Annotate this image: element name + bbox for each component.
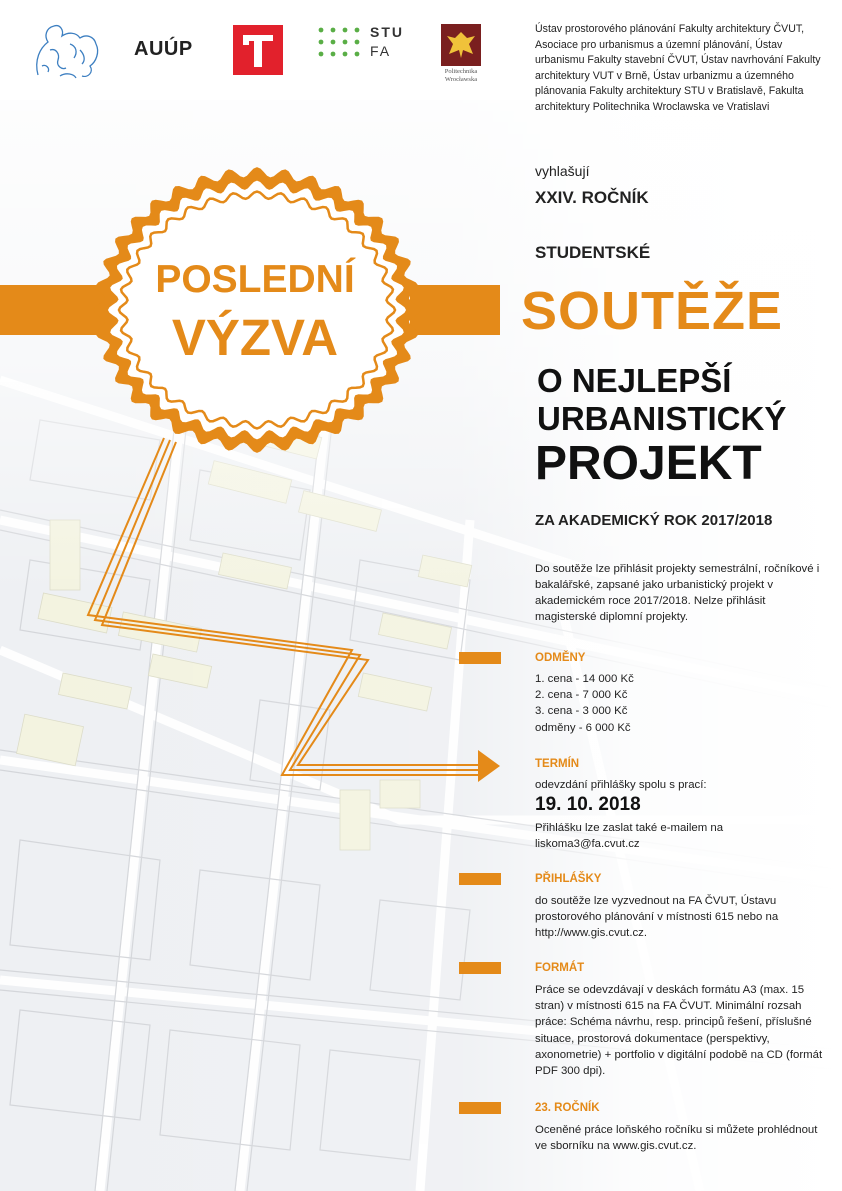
organizers-text: Ústav prostorového plánování Fakulty architektury ČVUT, Asociace pro urbanismus a územní plánování, Ústav urbanismu Fakulty stavební ČVUT, Ústav navrhování Fakulty architektury VUT v Brně, Ústav urbanizmu a územného plánovania Fakulty architektury STU v Bratislavě, Fakulta architektury Politechnika Wroclawska ve Vratislavi (535, 23, 821, 113)
prize-item: 1. cena - 14 000 Kč (535, 673, 634, 685)
prize-item: 2. cena - 7 000 Kč (535, 689, 628, 702)
rocnik-heading: 23. ROČNÍK (535, 1102, 600, 1114)
title-line-3: PROJEKT (535, 437, 762, 490)
prihlasky-heading: PŘIHLÁŠKY (535, 873, 602, 885)
deadline-date: 19. 10. 2018 (535, 794, 641, 815)
title-line-1: O NEJLEPŠÍ (537, 362, 732, 399)
intro-text: Do soutěže lze přihlásit projekty semestrální, ročníkové i bakalářské, zapsané jako urbanistický projekt v akademickém roce 2017/2018. Nelze přihlásit magisterské diplomní projekty. (535, 563, 820, 623)
section-bar-odmeny (459, 652, 501, 664)
stamp-line-2: VÝZVA (171, 309, 339, 366)
title-line-2: URBANISTICKÝ (537, 400, 787, 437)
termin-line-1: odevzdání přihlášky spolu s prací: (535, 779, 707, 791)
prihlasky-text: do soutěže lze vyzvednout na FA ČVUT, Ústavu prostorového plánování v místnosti 615 nebo na http://www.gis.cvut.cz. (535, 895, 779, 940)
prize-item: odměny - 6 000 Kč (535, 721, 631, 734)
termin-line-2: Přihlášku lze zaslat také e-mailem na liskoma3@fa.cvut.cz (535, 822, 724, 851)
fa-label: FA (370, 43, 392, 59)
academic-year: ZA AKADEMICKÝ ROK 2017/2018 (535, 512, 773, 529)
announce-text: vyhlašují (535, 163, 590, 179)
prizes-list (535, 671, 825, 736)
rocnik-text: Oceněné práce loňského ročníku si můžete prohlédnout ve sborníku na www.gis.cvut.cz. (535, 1124, 818, 1153)
soutez-title: SOUTĚŽE (521, 281, 784, 341)
studentske-title: STUDENTSKÉ (535, 243, 651, 262)
auup-logo: AUÚP (134, 38, 193, 60)
section-bar-format (459, 962, 501, 974)
format-heading: FORMÁT (535, 962, 585, 974)
section-bar-prihlasky (459, 873, 501, 885)
odmeny-heading: ODMĚNY (535, 652, 586, 664)
stu-label: STU (370, 24, 404, 40)
edition-title: XXIV. ROČNÍK (535, 188, 649, 207)
termin-heading: TERMÍN (535, 758, 580, 770)
stamp-line-1: POSLEDNÍ (155, 258, 355, 301)
prize-item: 3. cena - 3 000 Kč (535, 705, 628, 718)
politechnika-line1: Politechnika (444, 68, 478, 75)
section-bar-rocnik (459, 1102, 501, 1114)
format-text: Práce se odevzdávají v deskách formátu A3 (max. 15 stran) v místnosti 615 na FA ČVUT. Minimální rozsah práce: Schéma návrhu, resp. principů řešení, příslušné situace, prostorová dokumentace (perspektivy, axonometrie) + portfolio v digitální podobě na CD (formát PDF 300 dpi). (535, 984, 823, 1078)
politechnika-line2: Wrocławska (444, 76, 478, 83)
